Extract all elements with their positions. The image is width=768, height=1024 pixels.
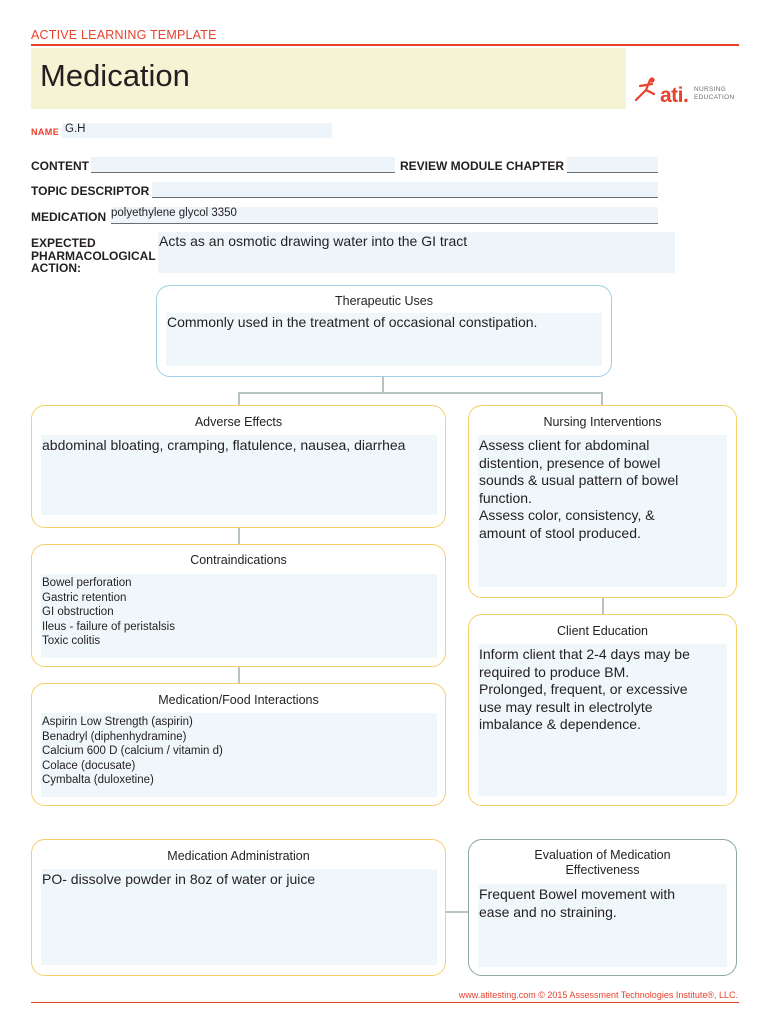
template-label: ACTIVE LEARNING TEMPLATE <box>31 28 217 42</box>
ati-logo <box>632 76 742 108</box>
evaluation-title-line1: Evaluation of Medication <box>534 848 671 862</box>
contraindication-item: Bowel perforation <box>42 577 132 589</box>
interaction-item: Aspirin Low Strength (aspirin) <box>42 716 193 728</box>
connector <box>238 392 240 406</box>
contraindications-title: Contraindications <box>190 553 287 567</box>
ati-figure-icon <box>632 76 662 108</box>
name-value: G.H <box>65 123 86 135</box>
medication-field[interactable] <box>111 207 658 224</box>
page-title: Medication <box>40 58 190 93</box>
contraindication-item: Gastric retention <box>42 591 127 604</box>
review-chapter-label: REVIEW MODULE CHAPTER <box>400 159 565 173</box>
name-field[interactable] <box>62 123 332 138</box>
connector <box>602 597 604 614</box>
name-label: NAME <box>31 127 60 137</box>
header-divider <box>31 44 739 46</box>
logo-sub-line2: EDUCATION <box>694 94 735 101</box>
adverse-effects-text: abdominal bloating, cramping, flatulence, nausea, diarrhea <box>42 437 406 453</box>
nursing-interventions-box <box>468 405 737 598</box>
therapeutic-uses-box <box>156 285 612 377</box>
client-education-box <box>468 614 737 806</box>
logo-subtitle <box>694 86 735 102</box>
content-field[interactable] <box>91 157 395 173</box>
expected-action-field[interactable] <box>158 232 675 273</box>
interaction-item: Colace (docusate) <box>42 759 136 772</box>
interaction-item: Benadryl (diphenhydramine) <box>42 730 187 743</box>
administration-box <box>31 839 446 976</box>
interaction-item: Cymbalta (duloxetine) <box>42 774 154 786</box>
medication-value: polyethylene glycol 3350 <box>111 207 237 219</box>
administration-title: Medication Administration <box>167 849 310 863</box>
evaluation-text: Frequent Bowel movement with ease and no straining. <box>479 886 676 920</box>
topic-label: TOPIC DESCRIPTOR <box>31 184 150 198</box>
nursing-interventions-text: Assess client for abdominal distention, presence of bowel sounds & usual pattern of bowel function. Assess color, consistency, & amount of stool produced. <box>479 437 679 541</box>
connector <box>446 911 468 913</box>
expected-action-label <box>31 237 156 275</box>
contraindications-list <box>42 576 175 649</box>
adverse-effects-title: Adverse Effects <box>194 415 283 429</box>
client-education-text: Inform client that 2-4 days may be required to produce BM. Prolonged, frequent, or excessive use may result in electrolyte imbalance & dependence. <box>479 646 690 732</box>
connector <box>238 666 240 684</box>
connector <box>382 376 384 393</box>
topic-field[interactable] <box>152 182 658 198</box>
contraindication-item: Toxic colitis <box>42 635 101 647</box>
review-chapter-field[interactable] <box>567 157 658 173</box>
therapeutic-uses-title: Therapeutic Uses <box>335 294 433 308</box>
connector <box>238 392 602 394</box>
evaluation-box <box>468 839 737 976</box>
contraindication-item: GI obstruction <box>42 606 114 618</box>
administration-text: PO- dissolve powder in 8oz of water or juice <box>42 871 316 887</box>
evaluation-title-line2: Effectiveness <box>565 863 640 877</box>
evaluation-title <box>469 848 736 878</box>
logo-sub-line1: NURSING <box>694 86 727 93</box>
interactions-box <box>31 683 446 806</box>
contraindication-item: Ileus - failure of peristalsis <box>42 620 175 633</box>
expected-label-line2: PHARMACOLOGICAL <box>31 248 156 263</box>
interactions-list <box>42 715 223 788</box>
expected-action-value: Acts as an osmotic drawing water into the GI tract <box>159 233 468 249</box>
expected-label-line3: ACTION: <box>31 261 81 275</box>
interaction-item: Calcium 600 D (calcium / vitamin d) <box>42 745 223 757</box>
expected-label-line1: EXPECTED <box>31 236 96 250</box>
therapeutic-uses-text: Commonly used in the treatment of occasional constipation. <box>167 314 538 330</box>
logo-wordmark: ati. <box>660 84 689 107</box>
content-label: CONTENT <box>31 159 89 173</box>
nursing-interventions-title: Nursing Interventions <box>543 415 662 429</box>
interactions-title: Medication/Food Interactions <box>158 693 319 707</box>
adverse-effects-box <box>31 405 446 528</box>
connector <box>238 527 240 545</box>
footer-copyright: www.atitesting.com © 2015 Assessment Technologies Institute®, LLC. <box>458 990 738 1000</box>
contraindications-box <box>31 544 446 667</box>
footer-divider <box>31 1002 739 1003</box>
client-education-title: Client Education <box>556 624 649 638</box>
connector <box>601 392 603 406</box>
medication-label: MEDICATION <box>31 210 107 224</box>
